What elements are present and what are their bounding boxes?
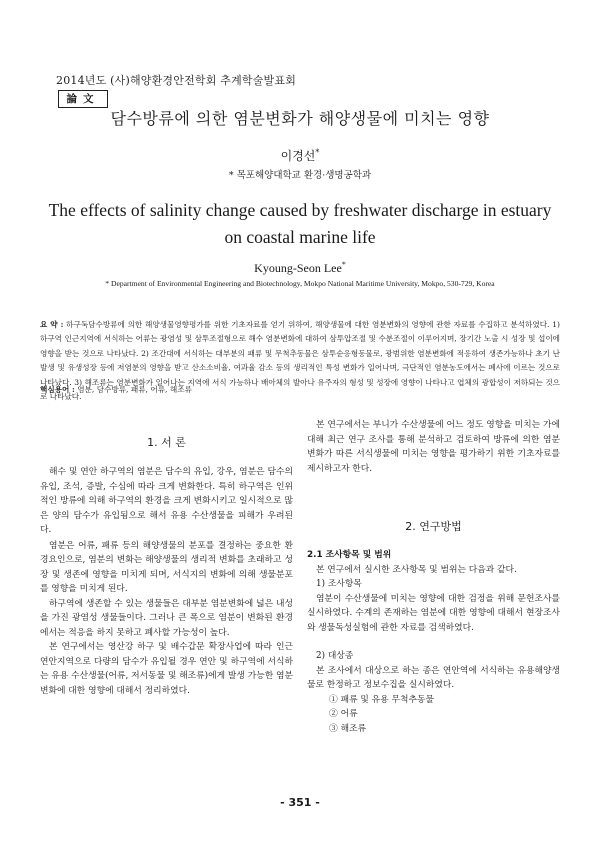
paragraph: 본 연구에서는 부니가 수산생물에 어느 정도 영향을 미치는 가에 대해 최근 연구 조사를 통해 분석하고 검토하여 방류에 의한 염분변화가 따른 서식생물에 미치는 영향을 평가하기 위한 기초자료를 제시하고자 한다. — [307, 420, 560, 474]
list-item: ③ 해조류 — [329, 723, 367, 734]
keywords-text: 염분, 담수방류, 패류, 어류, 해조류 — [74, 385, 192, 394]
title-korean: 담수방류에 의한 염분변화가 해양생물에 미치는 영향 — [110, 109, 490, 128]
paper-type-tag: 論文 — [58, 90, 108, 108]
abstract-text: 하구둑담수방류에 의한 해양생물영향평가를 위한 기초자료를 얻기 위하여, 해양생물에 대한 염분변화의 영향에 관한 자료를 수집하고 분석하였다. 1) 하구역 인근지역에 서식하는 어류는 광염성 및 삼투조절형으로 해수 염분변화에 대하여 삼투압조절 및 수분조절이 이루어지며, 장기간 노출 시 성장 및 섭이에 영향을 받는 것으로 나타났다. 2) 조간대에 서식하는 대부분의 패류 및 무척추동물은 삼투순응형동물로, 광범위한 염분변화에 적응하여 생존가능하나 초기 난발생 및 유생성장 등에 저염분의 영향을 받고 산소소비율, 여과율 감소 등의 생리적인 특성 변화가 일어나며, 극단적인 염분농도에서는 폐사에 이르는 것으로 나타났다. 3) 해조류는 염분변화가 일어나는 지역에 서식 가능하나 배아체의 발아나 유주자의 형성 및 성장에 영향이 나타나고 엽체의 광합성이 저하되는 것으로 나타났다. — [40, 320, 561, 402]
paragraph: 본 연구에서 실시한 조사항목 및 범위는 다음과 같다. — [316, 564, 517, 575]
affiliation-english: * Department of Environmental Engineering and Biotechnology, Mokpo National Maritime University, Mokpo, 530-729, Korea — [105, 279, 495, 288]
author-english-name: Kyoung-Seon Lee — [254, 261, 342, 275]
paragraph: 본 연구에서는 영산강 하구 및 배수갑문 확장사업에 따라 인근 연안지역으로 다량의 담수가 유입될 경우 연안 및 하구역에 서식하는 유용 수산생물(어류, 저서동물 및 해조류)에게 발생 가능한 염분변화에 대한 영향에 대해서 정리하였다. — [40, 642, 293, 696]
paragraph: 염분은 어류, 패류 등의 해양생물의 분포를 결정하는 중요한 환경요인으로, 염분의 변화는 해양생물의 생리적 변화를 초래하고 성장 및 생존에 영향을 미치게 되며, 서식지의 변화에 의해 생물분포를 영향을 미치게 된다. — [40, 540, 293, 594]
list-item: ① 패류 및 유용 무척추동물 — [329, 694, 434, 705]
abstract-label: 요 약 : — [40, 320, 64, 329]
title-english-line-1: The effects of salinity change caused by freshwater discharge in estuary — [48, 200, 552, 220]
author-english-mark: * — [341, 260, 346, 269]
page-number: - 351 - — [280, 796, 320, 809]
author-korean — [0, 147, 600, 164]
right-intro-paragraph — [307, 418, 560, 476]
section-2-body — [307, 548, 560, 736]
proceedings-header: 2014년도 (사)해양환경안전학회 추계학술발표회 — [56, 74, 297, 87]
subsection-heading: 2.1 조사항목 및 범위 — [307, 550, 392, 560]
section-2-heading: 2. 연구방법 — [405, 520, 462, 533]
paragraph: 본 조사에서 대상으로 하는 종은 연안역에 서식하는 유용해양생물로 한정하고 정보수집을 실시하였다. — [307, 665, 560, 690]
item-title: 2) 대상종 — [316, 651, 354, 661]
list-item: ② 어류 — [329, 709, 358, 719]
title-english-line-2: on coastal marine life — [224, 227, 376, 247]
item-title: 1) 조사항목 — [316, 579, 362, 589]
author-korean-name: 이경선 — [280, 149, 316, 163]
paragraph: 하구역에 생존할 수 있는 생물들은 대부분 염분변화에 넓은 내성을 가진 광염성 생물들이다. 그러나 큰 폭으로 염분이 변화된 환경에서는 적응을 하지 못하고 폐사할 가능성이 높다. — [40, 598, 293, 638]
keywords — [40, 384, 192, 395]
affiliation-korean: * 목포해양대학교 환경·생명공학과 — [228, 170, 372, 181]
author-korean-mark: * — [315, 148, 320, 157]
paragraph: 염분이 수산생물에 미치는 영향에 대한 검정을 위해 문헌조사를 실시하였다. 수계의 존재하는 염분에 대한 영향에 대해서 현장조사와 생물독성실험에 관한 자료를 검색하였다. — [307, 593, 560, 633]
section-1-heading: 1. 서 론 — [147, 436, 186, 449]
paragraph: 해수 및 연안 하구역의 염분은 담수의 유입, 강우, 염분은 담수의 유입, 조석, 증발, 수심에 따라 크게 변화한다. 특히 하구역은 인위적인 방류에 의해 하구역의 환경을 크게 변화시키고 일시적으로 많은 양의 담수가 유입됨으로 해서 유용 수산생물을 피해가 우려된다. — [40, 467, 293, 535]
section-1-body — [40, 465, 293, 698]
author-english — [0, 260, 600, 276]
title-english — [30, 197, 570, 251]
keywords-label: 핵심용어 : — [40, 385, 75, 394]
